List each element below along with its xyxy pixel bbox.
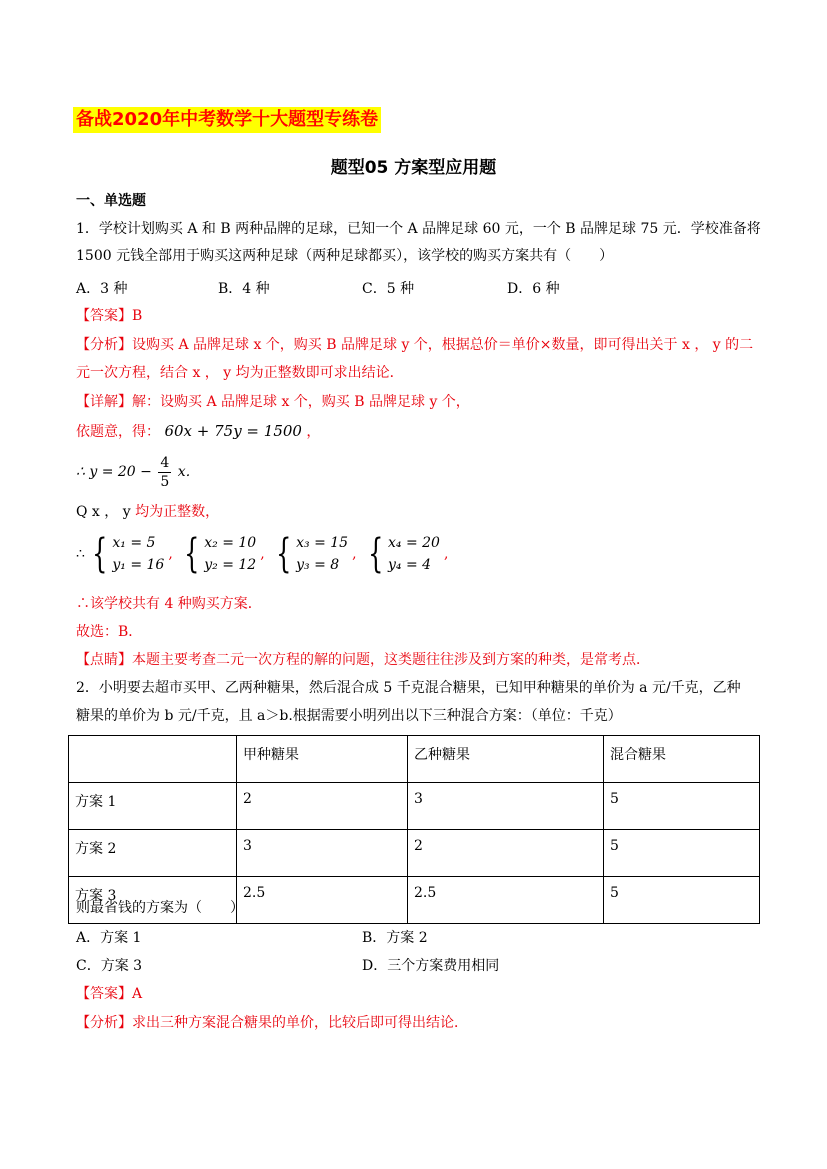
q2-analysis: 【分析】求出三种方案混合糖果的单价，比较后即可得出结论． <box>76 1015 468 1031</box>
q1-system-3: { x₃ = 15 y₃ = 8 <box>275 531 349 577</box>
q1-system-1-y: y₁ = 16 <box>112 557 165 573</box>
table-cell: 5 <box>604 877 760 924</box>
table-header-row <box>69 736 760 783</box>
q2-option-b: B．方案 2 <box>362 930 428 946</box>
document-banner: 备战2020年中考数学十大题型专练卷 <box>73 107 381 133</box>
table-cell: 2.5 <box>408 877 604 924</box>
q1-fraction-denominator: 5 <box>160 473 170 490</box>
q1-system-2-y: y₂ = 12 <box>204 557 257 573</box>
q1-stem-line-1: 1．学校计划购买 A 和 B 两种品牌的足球，已知一个 A 品牌足球 60 元，一个 B 品牌足球 75 元．学校准备将 <box>76 221 761 237</box>
table-cell: 方案 3 <box>69 877 237 924</box>
q1-choice: 故选：B． <box>76 624 143 640</box>
q1-option-b: B．4 种 <box>218 281 270 297</box>
table-cell: 3 <box>237 830 408 877</box>
q2-plan-table <box>68 735 760 924</box>
table-cell: 方案 1 <box>69 783 237 830</box>
q1-positive-line <box>76 501 219 523</box>
q2-option-a: A．方案 1 <box>76 930 142 946</box>
q1-therefore-suffix: x． <box>177 464 200 480</box>
q1-systems-line: ∴ { x₁ = 5 y₁ = 16 , { x₂ = 10 y₂ = 12 , { x₃ = 15 y₃ = 8 , { x₄ = 20 y₄ = 4 , <box>76 531 449 577</box>
q2-stem-line-1: 2．小明要去超市买甲、乙两种糖果，然后混合成 5 千克混合糖果，已知甲种糖果的单价为 a 元/千克，乙种 <box>76 680 741 696</box>
table-cell: 2.5 <box>237 877 408 924</box>
q2-answer: 【答案】A <box>76 986 143 1002</box>
q1-option-a: A．3 种 <box>76 281 128 297</box>
q2-stem-line-2: 糖果的单价为 b 元/千克，且 a＞b.根据需要小明列出以下三种混合方案：（单位：千克） <box>76 708 622 724</box>
q1-fraction-numerator: 4 <box>160 454 170 471</box>
table-cell: 2 <box>237 783 408 830</box>
q1-system-3-x: x₃ = 15 <box>296 535 349 551</box>
q2-option-c: C．方案 3 <box>76 958 143 974</box>
table-cell: 5 <box>604 783 760 830</box>
q1-therefore-line <box>76 452 200 492</box>
q1-equation-tail: ， <box>306 424 321 440</box>
table-cell: 3 <box>408 783 604 830</box>
q1-systems-prefix: ∴ <box>76 546 85 562</box>
q1-comment: 【点睛】本题主要考查二元一次方程的解的问题，这类题往往涉及到方案的种类，是常考点． <box>76 652 650 668</box>
q1-system-2-x: x₂ = 10 <box>204 535 257 551</box>
q1-positive-vars: Q x ， y <box>76 504 131 520</box>
q1-system-4: { x₄ = 20 y₄ = 4 <box>367 531 440 577</box>
q1-answer: 【答案】B <box>76 308 143 324</box>
table-cell: 方案 2 <box>69 830 237 877</box>
table-cell: 2 <box>408 830 604 877</box>
q1-system-3-y: y₃ = 8 <box>296 557 340 573</box>
q1-system-2: { x₂ = 10 y₂ = 12 <box>183 531 257 577</box>
q1-analysis-line-2: 元一次方程，结合 x ， y 均为正整数即可求出结论． <box>76 365 404 381</box>
table-header-cell <box>69 736 237 783</box>
table-header-cell: 乙种糖果 <box>408 736 604 783</box>
q1-system-4-y: y₄ = 4 <box>387 557 432 573</box>
q1-option-c: C．5 种 <box>362 281 415 297</box>
q1-system-1-x: x₁ = 5 <box>112 535 156 551</box>
table-row <box>69 830 760 877</box>
table-header-cell: 混合糖果 <box>604 736 760 783</box>
q1-equation-line <box>76 420 320 443</box>
q1-fraction <box>158 454 171 491</box>
table-header-cell: 甲种糖果 <box>237 736 408 783</box>
q1-equation-label: 依题意，得： <box>76 424 160 440</box>
q1-detail-line-1: 【详解】解：设购买 A 品牌足球 x 个，购买 B 品牌足球 y 个， <box>76 394 470 410</box>
q1-conclusion: ∴该学校共有 4 种购买方案． <box>76 596 262 612</box>
table-cell: 5 <box>604 830 760 877</box>
q1-positive-text: 均为正整数， <box>135 504 220 520</box>
table-row <box>69 783 760 830</box>
q1-equation: 60x + 75y = 1500 <box>164 422 302 440</box>
q1-system-1: { x₁ = 5 y₁ = 16 <box>92 531 165 577</box>
q1-analysis-line-1: 【分析】设购买 A 品牌足球 x 个，购买 B 品牌足球 y 个，根据总价＝单价×数量，即可得出关于 x ， y 的二 <box>76 337 754 353</box>
q1-therefore-prefix: ∴ y = 20 − <box>76 464 152 480</box>
q1-option-d: D．6 种 <box>507 281 560 297</box>
q2-option-d: D．三个方案费用相同 <box>362 958 500 974</box>
section-heading: 一、单选题 <box>76 193 146 209</box>
q1-system-4-x: x₄ = 20 <box>387 535 440 551</box>
q2-question: 则最省钱的方案为（ ） <box>76 900 244 916</box>
q1-stem-line-2: 1500 元钱全部用于购买这两种足球（两种足球都买），该学校的购买方案共有（ ） <box>76 248 614 264</box>
document-title: 题型05 方案型应用题 <box>330 158 497 178</box>
